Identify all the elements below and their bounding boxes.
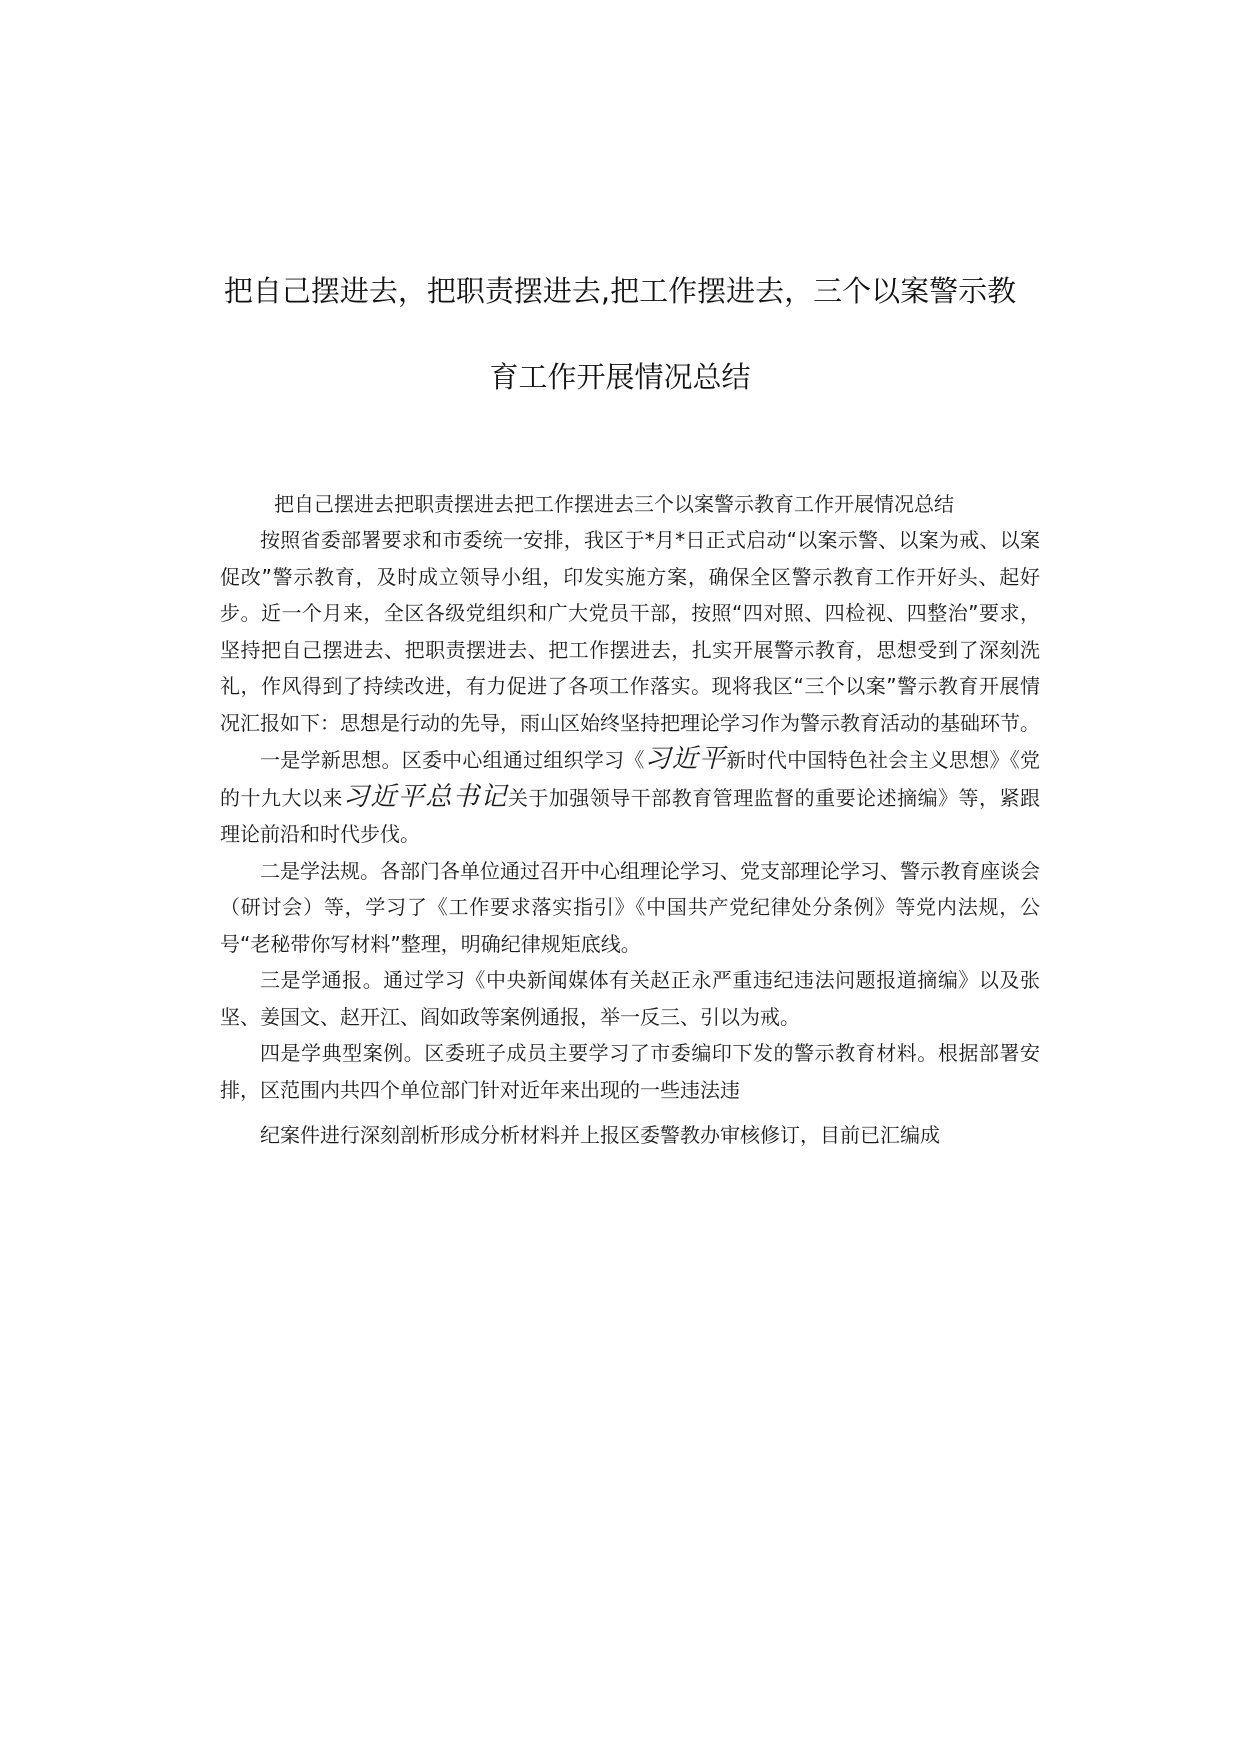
paragraph-study-regulations: 二是学法规。各部门各单位通过召开中心组理论学习、党支部理论学习、警示教育座谈会（研讨会）等，学习了《工作要求落实指引》《中国共产党纪律处分条例》等党内法规，公号“老秘带你写材料”整理，明确纪律规矩底线。: [220, 858, 1040, 956]
document-subtitle: 把自己摆进去把职责摆进去把工作摆进去三个以案警示教育工作开展情况总结: [274, 492, 954, 516]
handwritten-name: 习近平总书记: [342, 781, 508, 812]
paragraph-study-cases: 四是学典型案例。区委班子成员主要学习了市委编印下发的警示教育材料。根据部署安排，区范围内共四个单位部门针对近年来出现的一些违法违: [220, 1041, 1040, 1102]
paragraph-continuation: 纪案件进行深刻剖析形成分析材料并上报区委警教办审核修订，目前已汇编成: [260, 1123, 940, 1147]
handwritten-name: 习近平: [644, 744, 727, 774]
paragraph-text-segment: 一是学新思想。区委中心组通过组织学习《: [260, 748, 645, 772]
paragraph-text-segment: 关于加强领导干部教育管理监督的重要论述摘编》等，紧跟理论前沿和时代步伐。: [220, 785, 1040, 846]
document-title: 把自己摆进去，把职责摆进去,把工作摆进去，三个以案警示教育工作开展情况总结: [223, 274, 1017, 394]
paragraph-intro: 按照省委部署要求和市委统一安排，我区于*月*日正式启动“以案示警、以案为戒、以案促改”警示教育，及时成立领导小组，印发实施方案，确保全区警示教育工作开好头、起好步。近一个月来，全区各级党组织和广大党员干部，按照“四对照、四检视、四整治”要求，坚持把自己摆进去、把职责摆进去、把工作摆进去，扎实开展警示教育，思想受到了深刻洗礼，作风得到了持续改进，有力促进了各项工作落实。现将我区“三个以案”警示教育开展情况汇报如下：思想是行动的先导，雨山区始终坚持把理论学习作为警示教育活动的基础环节。: [220, 528, 1040, 735]
paragraph-study-new-thought: [220, 741, 1040, 853]
document-body: [220, 486, 1040, 1154]
paragraph-text-segment: 新时代中国特色社会主义思想》《党的十九大以来: [220, 748, 1041, 810]
paragraph-study-bulletins: 三是学通报。通过学习《中央新闻媒体有关赵正永严重违纪违法问题报道摘编》以及张坚、姜国文、赵开江、阎如政等案例通报，举一反三、引以为戒。: [220, 968, 1040, 1029]
